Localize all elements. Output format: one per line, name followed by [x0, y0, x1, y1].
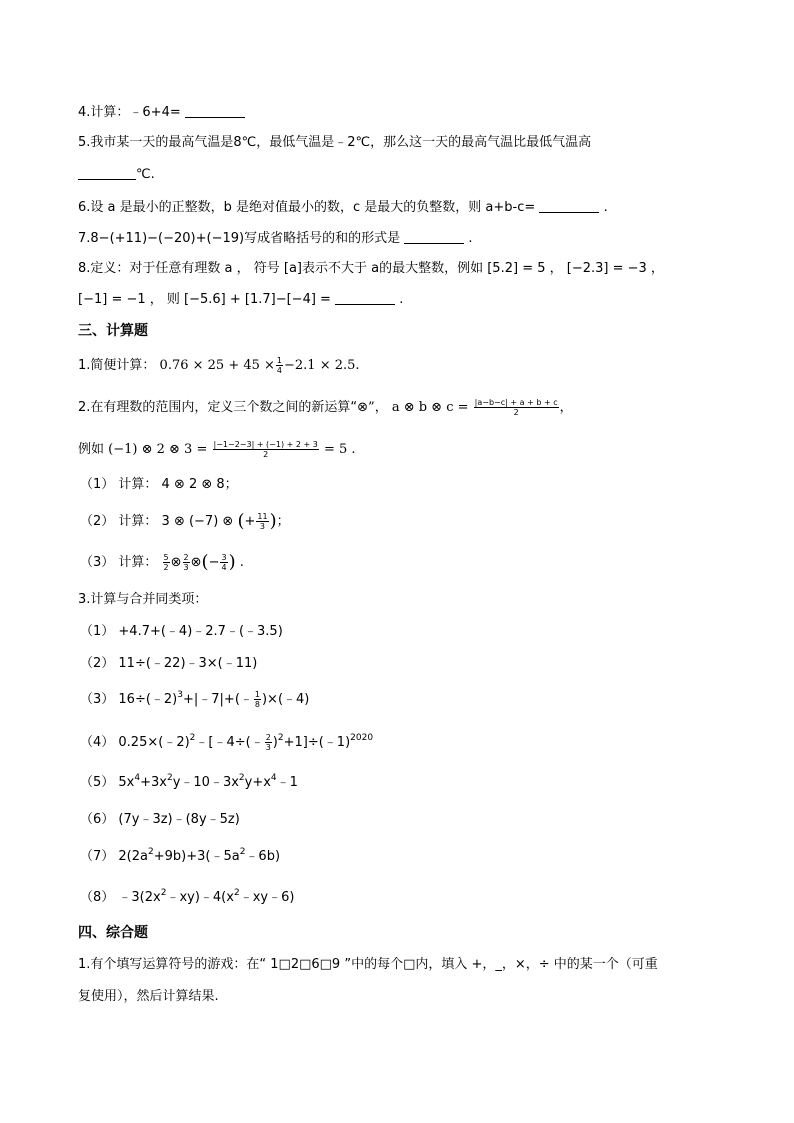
calc-question-2 [78, 398, 573, 417]
question-7-end: . [468, 231, 473, 246]
numerator: 3 [221, 553, 227, 562]
calc-q2-label: 2.在有理数的范围内，定义三个数之间的新运算“ [78, 400, 358, 415]
calc-q3-item-6: （6） (7y﹣3z)﹣(8y﹣5z) [80, 812, 240, 827]
expr-part: ﹣[﹣4÷(﹣ [195, 735, 264, 750]
expr-part: ﹣1 [276, 775, 298, 790]
calc-q3-item-5 [80, 774, 298, 792]
fraction [265, 733, 272, 752]
expr-part: （5） 5x [80, 775, 135, 790]
expr-part: （3） 16÷(﹣2) [80, 692, 178, 707]
part-2-expr: （2） 计算： 3 ⊗ (−7) ⊗ [80, 514, 234, 529]
right-paren: ) [269, 510, 277, 532]
calc-q1-expr-a: 0.76 × 25 + 45 × [159, 358, 275, 373]
section-4-heading: 四、综合题 [78, 925, 148, 941]
answer-blank [185, 103, 245, 118]
calc-q3-item-8 [80, 889, 294, 907]
exponent: 2 [238, 773, 245, 783]
question-6 [78, 198, 608, 217]
exponent: 2 [189, 733, 196, 743]
numerator: 5 [163, 553, 169, 562]
calc-q3-item-4 [80, 733, 373, 752]
expr-part: （4） 0.25×(﹣2) [80, 735, 190, 750]
example-end: = 5 . [324, 442, 356, 457]
section-3-heading: 三、计算题 [78, 323, 148, 339]
calc-q3-item-7 [80, 848, 280, 866]
answer-blank [539, 198, 599, 213]
example-expr: (−1) ⊗ 2 ⊗ 3 = [108, 442, 208, 457]
exponent: 2 [160, 888, 167, 898]
left-paren: ( [237, 510, 245, 532]
fraction [276, 356, 283, 375]
comprehensive-question-1-continued: 复使用），然后计算结果. [78, 989, 219, 1004]
fraction [183, 553, 190, 572]
denominator: 2 [513, 408, 519, 417]
question-8-expression: [−1] = −1 ， 则 [−5.6] + [1.7]−[−4] = [78, 292, 331, 307]
comprehensive-question-1: 1.有个填写运算符号的游戏：在“ 1□2□6□9 ”中的每个□内，填入 +，_，×，÷ 中的某一个（可重 [78, 957, 658, 972]
question-7-text: 7.8−(+11)−(−20)+(−19)写成省略括号的和的形式是 [78, 231, 401, 246]
otimes-symbol: ⊗ [190, 555, 202, 570]
denominator: 3 [259, 522, 266, 531]
otimes-symbol: ⊗ [357, 400, 369, 415]
exponent: 2 [233, 888, 240, 898]
denominator: 4 [276, 366, 283, 375]
question-8 [78, 260, 664, 278]
denominator: 8 [254, 700, 260, 709]
answer-blank [335, 290, 395, 305]
question-5-unit: ℃. [136, 167, 155, 182]
exponent: 2 [166, 773, 173, 783]
numerator: |a−b−c| + a + b + c [474, 398, 558, 407]
denominator: 3 [265, 743, 271, 752]
denominator: 2 [163, 563, 169, 572]
question-5 [78, 134, 591, 152]
example-fraction [213, 440, 319, 459]
expr-part: ﹣xy﹣6) [239, 890, 295, 905]
fraction [163, 553, 170, 572]
exponent: 4 [134, 773, 141, 783]
exponent: 2 [277, 733, 284, 743]
example-label: 例如 [78, 442, 105, 457]
exponent: 3 [177, 690, 183, 700]
numerator: 2 [265, 733, 271, 742]
question-4-text: 4.计算：﹣6+4= [78, 105, 181, 120]
fraction [254, 690, 261, 709]
definition-fraction [474, 398, 559, 417]
calc-q2-part-2 [80, 512, 290, 531]
fraction [220, 553, 227, 572]
calc-question-1 [78, 356, 360, 375]
answer-blank [78, 165, 136, 180]
expr-part: +|﹣7|+(﹣ [183, 692, 253, 707]
calc-q3-item-1: （1） +4.7+(﹣4)﹣2.7﹣(﹣3.5) [80, 624, 283, 639]
numerator: 2 [183, 553, 189, 562]
exponent: 2 [239, 847, 246, 857]
expr-part: （7） 2(2a [80, 849, 148, 864]
expr-part: +1]÷(﹣1) [283, 735, 351, 750]
calc-q3-item-2: （2） 11÷(﹣22)﹣3×(﹣11) [80, 656, 258, 671]
otimes-symbol: ⊗ [170, 555, 182, 570]
expr-part: ) [272, 735, 278, 750]
expr-part: y+x [244, 775, 271, 790]
expr-part: ﹣6b) [245, 849, 281, 864]
question-7 [78, 229, 473, 248]
exponent: 2 [147, 847, 154, 857]
calc-q1-expr-b: −2.1 × 2.5. [284, 358, 360, 373]
right-paren: ) [228, 551, 236, 573]
numerator: 1 [254, 690, 260, 699]
question-8-end: . [399, 292, 404, 307]
expr-part: y﹣10﹣3x [172, 775, 239, 790]
part-3-end: . [239, 555, 244, 570]
calc-q2-end: ， [559, 400, 573, 415]
numerator: 1 [276, 356, 283, 365]
left-paren: ( [201, 551, 209, 573]
expr-part: )×(﹣4) [261, 692, 310, 707]
question-8-continued [78, 290, 403, 309]
exponent: 2020 [350, 733, 374, 743]
numerator: |−1−2−3| + (−1) + 2 + 3 [213, 440, 318, 449]
sign: − [208, 555, 220, 570]
numerator: 11 [257, 512, 268, 521]
denominator: 3 [183, 563, 189, 572]
calc-q2-part-1: （1） 计算： 4 ⊗ 2 ⊗ 8； [80, 477, 238, 492]
part-3-label: （3） 计算： [80, 555, 158, 570]
calc-q2-example [78, 440, 356, 459]
question-5-text: 5.我市某一天的最高气温是8℃，最低气温是﹣2℃，那么这一天的最高气温比最低气温高 [78, 135, 592, 150]
calc-q2-part-3 [80, 553, 244, 572]
sign: + [244, 514, 256, 529]
expr-part: +3x [140, 775, 167, 790]
answer-blank [404, 229, 464, 244]
calc-question-3-title: 3.计算与合并同类项： [78, 592, 208, 607]
denominator: 4 [221, 563, 227, 572]
denominator: 2 [263, 450, 269, 459]
question-6-text: 6.设 a 是最小的正整数，b 是绝对值最小的数，c 是最大的负整数，则 a+b-c= [78, 200, 536, 215]
expr-part: （8） ﹣3(2x [80, 890, 161, 905]
question-6-end: . [603, 200, 608, 215]
part-2-end: ； [276, 514, 290, 529]
calc-q3-item-3 [80, 690, 309, 709]
expr-part: +9b)+3(﹣5a [153, 849, 240, 864]
calc-q2-def: ”， a ⊗ b ⊗ c = [368, 400, 469, 415]
question-5-continued [78, 165, 155, 184]
calc-q1-label: 1.简便计算： [78, 358, 156, 373]
question-4 [78, 103, 245, 122]
exponent: 4 [270, 773, 277, 783]
fraction [256, 512, 268, 531]
expr-part: ﹣xy)﹣4(x [166, 890, 234, 905]
question-8-text: 8.定义：对于任意有理数 a ， 符号 [a]表示不大于 a的最大整数，例如 [5.2] = 5 ， [−2.3] = −3 ， [78, 261, 664, 276]
